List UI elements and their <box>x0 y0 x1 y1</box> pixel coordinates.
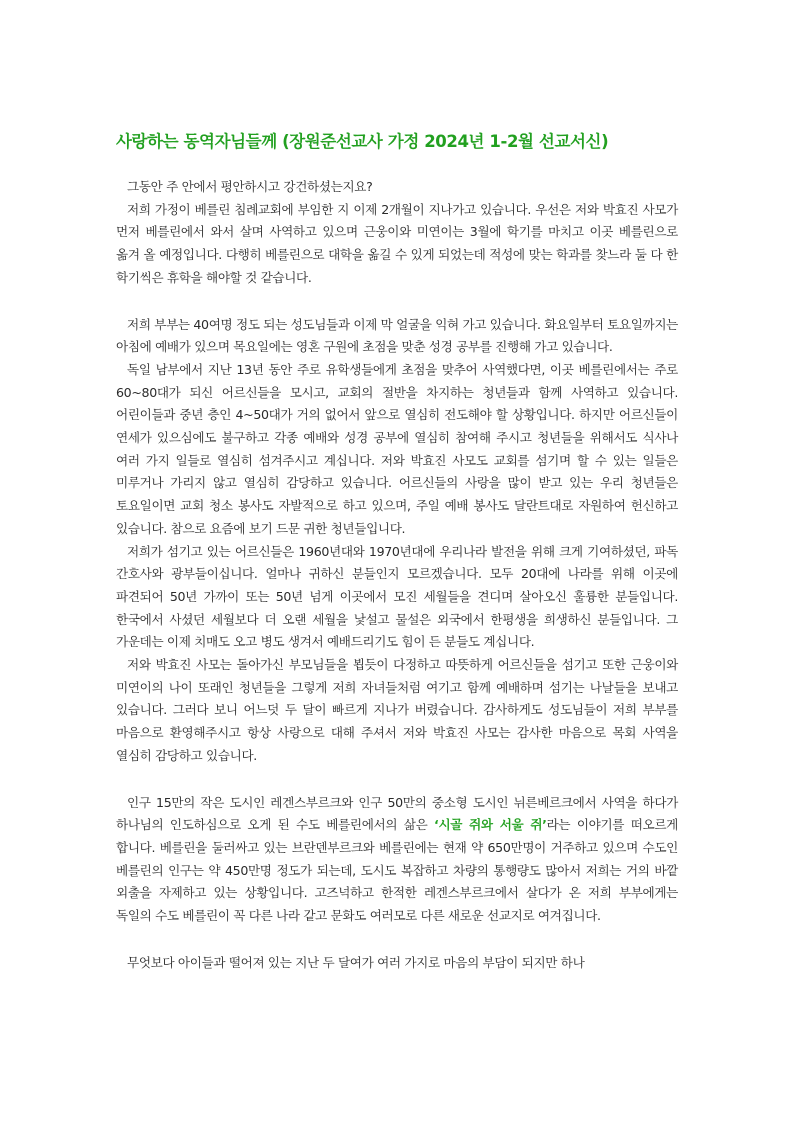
greeting-paragraph: 그동안 주 안에서 평안하시고 강건하셨는지요? <box>127 179 373 194</box>
elders-paragraph: 저희가 섬기고 있는 어르신들은 1960년대와 1970년대에 우리나라 발전을 위해 크게 기여하셨던, 파독 간호사와 광부들이십니다. 얼마나 귀하신 분들인지 모르겠습니다. 모두 20대에 나라를 위해 이곳에 파견되어 50년 가까이 또는 50년 넘게 이곳에서 모진 세월들을 견디며 살아오신 훌륭한 분들입니다. 한국에서 사셨던 세월보다 더 오랜 세월을 낯설고 물설은 외국에서 한평생을 희생하신 분들입니다. 그 가운데는 이제 치매도 오고 병도 생겨서 예배드리기도 힘이 든 분들도 계십니다. <box>116 543 678 650</box>
paragraph-spacer <box>116 768 678 792</box>
family-news-paragraph: 저희 가정이 베를린 침례교회에 부임한 지 이제 2개월이 지나가고 있습니다. 우선은 저와 박효진 사모가 먼저 베를린에서 와서 살며 사역하고 있으며 근웅이와 미연이는 3월에 학기를 마치고 이곳 베를린으로 옮겨 올 예정입니다. 다행히 베를린으로 대학을 옮길 수 있게 되었는데 적성에 맞는 학과를 찾느라 둘 다 한 학기씩은 휴학을 해야할 것 같습니다. <box>116 201 678 285</box>
city-paragraph-lead: 인구 15만의 작은 도시인 레겐스부르크와 인구 50만의 중소형 도시인 뉘른베르크에서 사역을 하다가 하나님의 인도하심으로 오게 된 수도 베를린에서의 삶은 <box>116 794 678 833</box>
city-paragraph-quote: ‘시골 쥐와 서울 쥐’ <box>434 817 547 833</box>
letter-title: 사랑하는 동역자님들께 (장원준선교사 가정 2024년 1-2월 선교서신) <box>116 132 609 151</box>
city-paragraph-rest: 라는 이야기를 떠오르게 합니다. 베를린을 둘러싸고 있는 브란덴부르크와 베를린에는 현재 약 650만명이 거주하고 있으며 수도인 베를린의 인구는 약 450만명 정도가 되는데, 도시도 복잡하고 차량의 통행량도 많아서 저희는 거의 바깥 외출을 자제하고 있는 상황입니다. 고즈넉하고 한적한 레겐스부르크에서 살다가 온 저희 부부에게는 독일의 수도 베를린이 꼭 다른 나라 같고 문화도 여러모로 다른 새로운 선교지로 여겨집니다. <box>116 817 678 924</box>
congregation-paragraph: 저희 부부는 40여명 정도 되는 성도님들과 이제 막 얼굴을 익혀 가고 있습니다. 화요일부터 토요일까지는 아침에 예배가 있으며 목요일에는 영혼 구원에 초점을 맞춘 성경 공부를 진행해 가고 있습니다. <box>116 316 678 355</box>
service-paragraph: 저와 박효진 사모는 돌아가신 부모님들을 뵙듯이 다정하고 따뜻하게 어르신들을 섬기고 또한 근웅이와 미연이의 나이 또래인 청년들을 그렇게 저희 자녀들처럼 여기고 함께 예배하며 섬기는 나날들을 보내고 있습니다. 그러다 보니 어느덧 두 달이 빠르게 지나가 버렸습니다. 감사하게도 성도님들이 저희 부부를 마음으로 환영해주시고 항상 사랑으로 대해 주셔서 저와 박효진 사모는 감사한 마음으로 목회 사역을 열심히 감당하고 있습니다. <box>116 657 678 763</box>
paragraph-spacer <box>116 928 678 952</box>
city-paragraph <box>116 792 678 928</box>
ministry-paragraph: 독일 남부에서 지난 13년 동안 주로 유학생들에게 초점을 맞추어 사역했다면, 이곳 베를린에서는 주로 60~80대가 되신 어르신들을 모시고, 교회의 절반을 차지하는 청년들과 함께 사역하고 있습니다. 어린이들과 중년 층인 4~50대가 거의 없어서 앞으로 열심히 전도해야 할 상황입니다. 하지만 어르신들이 연세가 있으심에도 불구하고 각종 예배와 성경 공부에 열심히 참여해 주시고 청년들을 위해서도 식사나 여러 가지 일들로 열심히 섬겨주시고 계십니다. 저와 박효진 사모도 교회를 섬기며 할 수 있는 일들은 미루거나 가리지 않고 열심히 감당하고 있습니다. 어르신들의 사랑을 많이 받고 있는 우리 청년들은 토요일이면 교회 청소 봉사도 자발적으로 하고 있으며, 주일 예배 봉사도 달란트대로 자원하여 헌신하고 있습니다. 참으로 요즘에 보기 드문 귀한 청년들입니다. <box>116 361 678 536</box>
letter-body <box>116 176 678 975</box>
closing-paragraph: 무엇보다 아이들과 떨어져 있는 지난 두 달여가 여러 가지로 마음의 부담이 되지만 하나 <box>127 954 585 970</box>
paragraph-spacer <box>116 290 678 314</box>
